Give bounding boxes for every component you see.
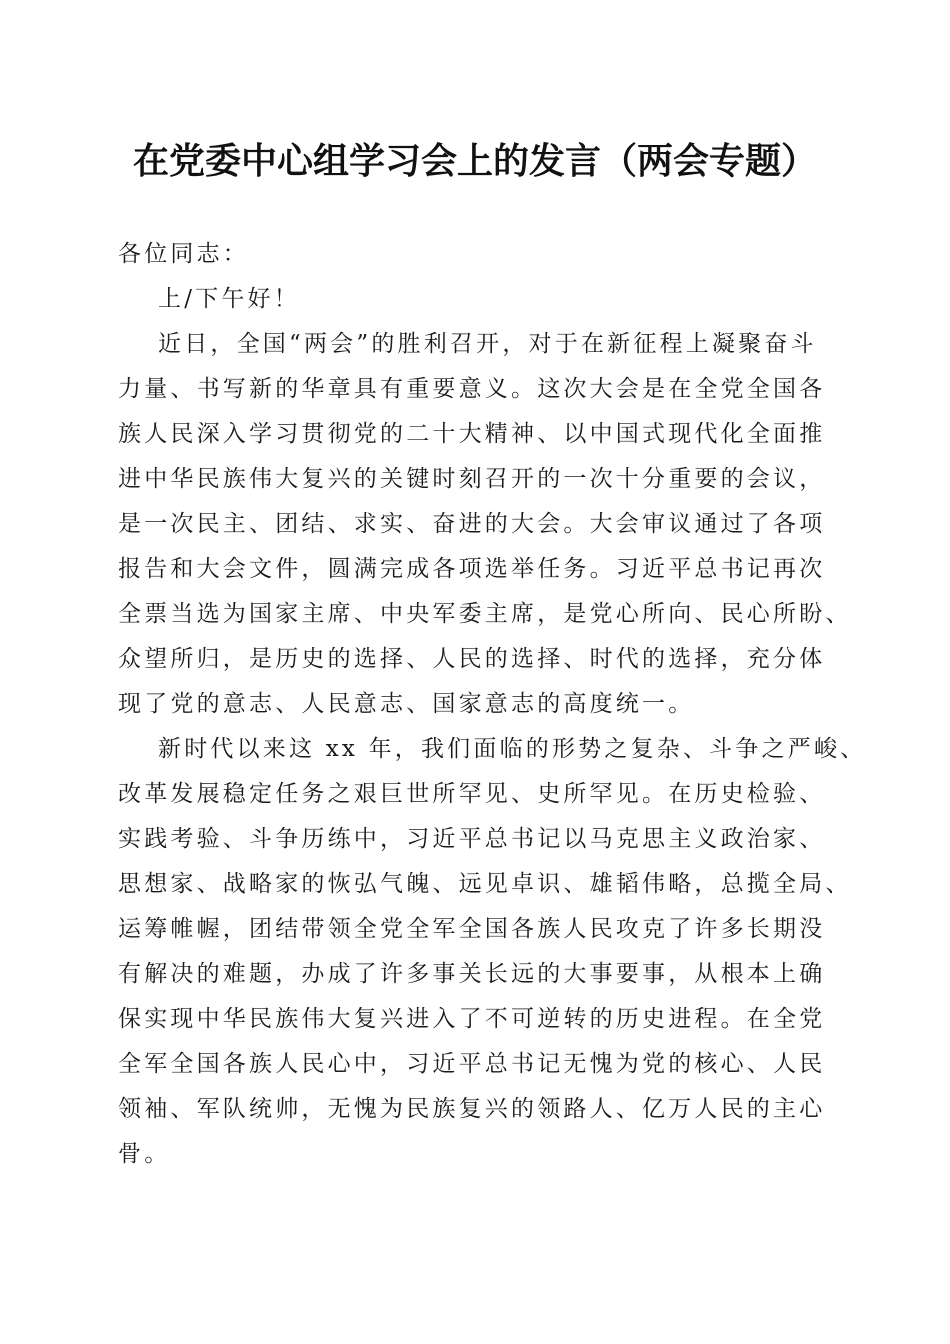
paragraph-line: 有解决的难题，办成了许多事关长远的大事要事，从根本上确 (118, 961, 826, 987)
paragraph-line: 运筹帷幄，团结带领全党全军全国各族人民攻克了许多长期没 (118, 916, 826, 942)
paragraph-line: 全军全国各族人民心中，习近平总书记无愧为党的核心、人民 (118, 1051, 826, 1077)
paragraph-line: 众望所归，是历史的选择、人民的选择、时代的选择，充分体 (118, 646, 826, 672)
paragraph-1 (118, 322, 852, 727)
paragraph-line: 改革发展稳定任务之艰巨世所罕见、史所罕见。在历史检验、 (118, 781, 826, 807)
paragraph-line: 新时代以来这 xx 年，我们面临的形势之复杂、斗争之严峻、 (158, 736, 867, 762)
paragraph-2 (118, 727, 867, 1177)
paragraph-line: 领袖、军队统帅，无愧为民族复兴的领路人、亿万人民的主心 (118, 1096, 826, 1122)
paragraph-line: 族人民深入学习贯彻党的二十大精神、以中国式现代化全面推 (118, 421, 826, 447)
paragraph-line: 进中华民族伟大复兴的关键时刻召开的一次十分重要的会议， (118, 466, 826, 492)
paragraph-line: 报告和大会文件，圆满完成各项选举任务。习近平总书记再次 (118, 556, 826, 582)
document-title: 在党委中心组学习会上的发言（两会专题） (132, 140, 817, 182)
paragraph-line: 是一次民主、团结、求实、奋进的大会。大会审议通过了各项 (118, 511, 826, 537)
paragraph-line: 力量、书写新的华章具有重要意义。这次大会是在全党全国各 (118, 376, 826, 402)
paragraph-line: 全票当选为国家主席、中央军委主席，是党心所向、民心所盼、 (118, 601, 852, 627)
paragraph-line: 现了党的意志、人民意志、国家意志的高度统一。 (118, 691, 695, 717)
paragraph-line: 实践考验、斗争历练中，习近平总书记以马克思主义政治家、 (118, 826, 826, 852)
paragraph-line: 思想家、战略家的恢弘气魄、远见卓识、雄韬伟略，总揽全局、 (118, 871, 852, 897)
paragraph-line: 保实现中华民族伟大复兴进入了不可逆转的历史进程。在全党 (118, 1006, 826, 1032)
greeting-line: 上/下午好！ (158, 286, 300, 312)
document-body (118, 232, 867, 1177)
salutation: 各位同志： (118, 241, 249, 267)
paragraph-line: 骨。 (118, 1141, 171, 1167)
paragraph-line: 近日，全国“两会”的胜利召开，对于在新征程上凝聚奋斗 (158, 331, 817, 357)
greeting-paragraph (118, 277, 830, 322)
